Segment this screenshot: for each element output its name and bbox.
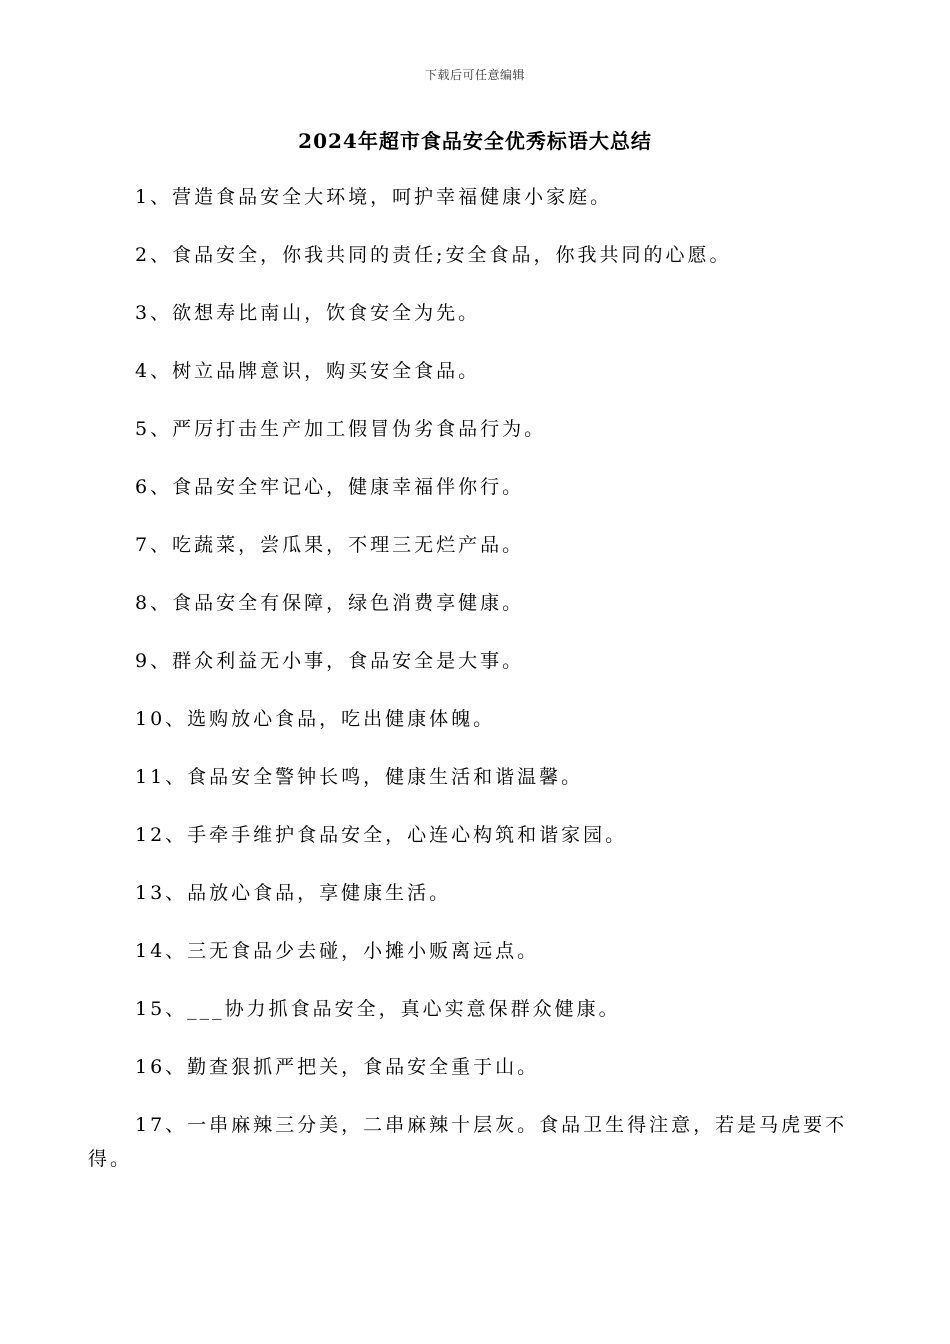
header-note: 下载后可任意编辑 xyxy=(424,68,525,82)
slogan-item: 8、食品安全有保障，绿色消费享健康。 xyxy=(135,592,525,614)
slogan-item: 5、严厉打击生产加工假冒伪劣食品行为。 xyxy=(135,418,547,440)
slogan-item: 1、营造食品安全大环境，呵护幸福健康小家庭。 xyxy=(135,186,613,208)
slogan-item: 2、食品安全，你我共同的责任;安全食品，你我共同的心愿。 xyxy=(135,244,732,266)
slogan-item: 12、手牵手维护食品安全，心连心构筑和谐家园。 xyxy=(135,824,628,846)
slogan-item: 14、三无食品少去碰，小摊小贩离远点。 xyxy=(135,940,540,962)
slogan-item: 4、树立品牌意识，购买安全食品。 xyxy=(135,360,481,382)
slogan-item: 3、欲想寿比南山，饮食安全为先。 xyxy=(135,302,481,324)
slogan-item: 9、群众利益无小事，食品安全是大事。 xyxy=(135,650,525,672)
slogan-list xyxy=(88,180,863,1200)
slogan-item: 7、吃蔬菜，尝瓜果，不理三无烂产品。 xyxy=(135,534,525,556)
slogan-item: 10、选购放心食品，吃出健康体魄。 xyxy=(135,708,496,730)
slogan-item: 17、一串麻辣三分美，二串麻辣十层灰。食品卫生得注意，若是马虎要不得。 xyxy=(88,1114,848,1170)
slogan-item: 6、食品安全牢记心，健康幸福伴你行。 xyxy=(135,476,525,498)
slogan-item: 13、品放心食品，享健康生活。 xyxy=(135,882,452,904)
document-title: 2024年超市食品安全优秀标语大总结 xyxy=(298,129,652,153)
slogan-item: 15、___协力抓食品安全，真心实意保群众健康。 xyxy=(135,998,621,1020)
slogan-item: 11、食品安全警钟长鸣，健康生活和谐温馨。 xyxy=(135,766,584,788)
slogan-item: 16、勤查狠抓严把关，食品安全重于山。 xyxy=(135,1056,540,1078)
